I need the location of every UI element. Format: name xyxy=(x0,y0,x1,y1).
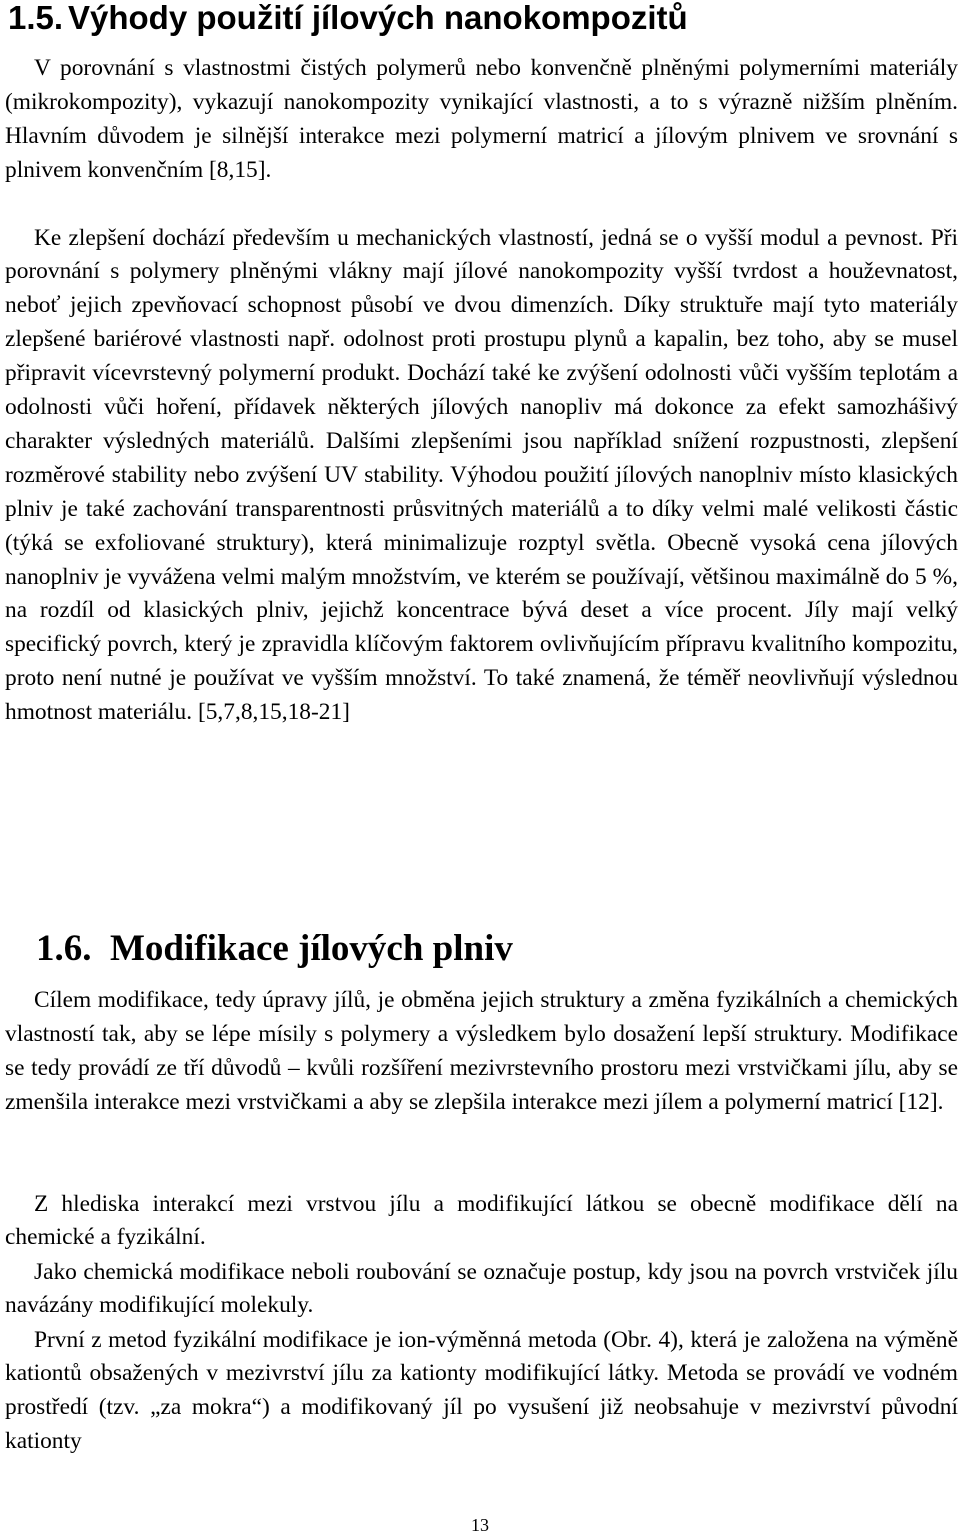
section-heading-1-5 xyxy=(8,0,688,38)
paragraph: První z metod fyzikální modifikace je ion-výměnná metoda (Obr. 4), která je založena na výměně kationtů obsažených v mezivrství jílu za kationty modifikující látky. Metoda se provádí ve vodném prostředí (tzv. „za mokra“) a modifikovaný jíl po vysušení již neobsahuje v mezivrství původní kationty xyxy=(5,1326,958,1455)
paragraph: Ke zlepšení dochází především u mechanických vlastností, jedná se o vyšší modul a pevnost. Při porovnání s polymery plněnými vlákny mají jílové nanokompozity vyšší tvrdost a houževnatost, neboť jejich zpevňovací schopnost působí ve dvou dimenzích. Díky struktuře mají tyto materiály zlepšené bariérové vlastnosti např. odolnost proti prostupu plynů a kapalin, bez toho, aby se musel připravit vícevrstevný polymerní produkt. Dochází také ke zvýšení odolnosti vůči vyšším teplotám a odolnosti vůči hoření, přídavek některých jílových nanopliv má dokonce za efekt samozhášivý charakter výsledných materiálů. Dalšími zlepšeními jsou například snížení rozpustnosti, zlepšení rozměrové stability nebo zvýšení UV stability. Výhodou použití jílových nanoplniv místo klasických plniv je také zachování transparentnosti průsvitných materiálů a to díky velmi malé velikosti částic (týká se exfoliované struktury), která minimalizuje rozptyl světla. Obecně vysoká cena jílových nanoplniv je vyvážena velmi malým množstvím, ve kterém se používají, většinou maximálně do 5 %, na rozdíl od klasických plniv, jejichž koncentrace bývá deset a více procent. Jíly mají velký specifický povrch, který je zpravidla klíčovým faktorem ovlivňujícím přípravu kvalitního kompozitu, proto není nutné je používat ve vyšším množství. To také znamená, že téměř neovlivňují výslednou hmotnost materiálu. [5,7,8,15,18-21] xyxy=(5,224,958,726)
section-title: Výhody použití jílových nanokompozitů xyxy=(68,0,688,36)
paragraph: Jako chemická modifikace neboli roubování se označuje postup, kdy jsou na povrch vrstviček jílu navázány modifikující molekuly. xyxy=(5,1258,958,1319)
section-title: Modifikace jílových plniv xyxy=(110,928,513,969)
paragraph: Z hlediska interakcí mezi vrstvou jílu a modifikující látkou se obecně modifikace dělí na chemické a fyzikální. xyxy=(5,1190,958,1251)
section-number: 1.5. xyxy=(8,0,64,36)
section-number: 1.6. xyxy=(36,928,92,969)
section-heading-1-6 xyxy=(36,925,513,973)
paragraph: V porovnání s vlastnostmi čistých polymerů nebo konvenčně plněnými polymerními materiály (mikrokompozity), vykazují nanokompozity vynikající vlastnosti, a to s výrazně nižším plněním. Hlavním důvodem je silnější interakce mezi polymerní matricí a jílovým plnivem ve srovnání s plnivem konvenčním [8,15]. xyxy=(5,55,958,183)
paragraph: Cílem modifikace, tedy úpravy jílů, je obměna jejich struktury a změna fyzikálních a chemických vlastností tak, aby se lépe mísily s polymery a výsledkem bylo dosažení lepší struktury. Modifikace se tedy provádí ze tří důvodů – kvůli rozšíření mezivrstevního prostoru mezi vrstvičkami jílu, aby se zmenšila interakce mezi vrstvičkami a aby se zlepšila interakce mezi jílem a polymerní matricí [12]. xyxy=(5,987,958,1115)
page-number: 13 xyxy=(471,1515,489,1535)
